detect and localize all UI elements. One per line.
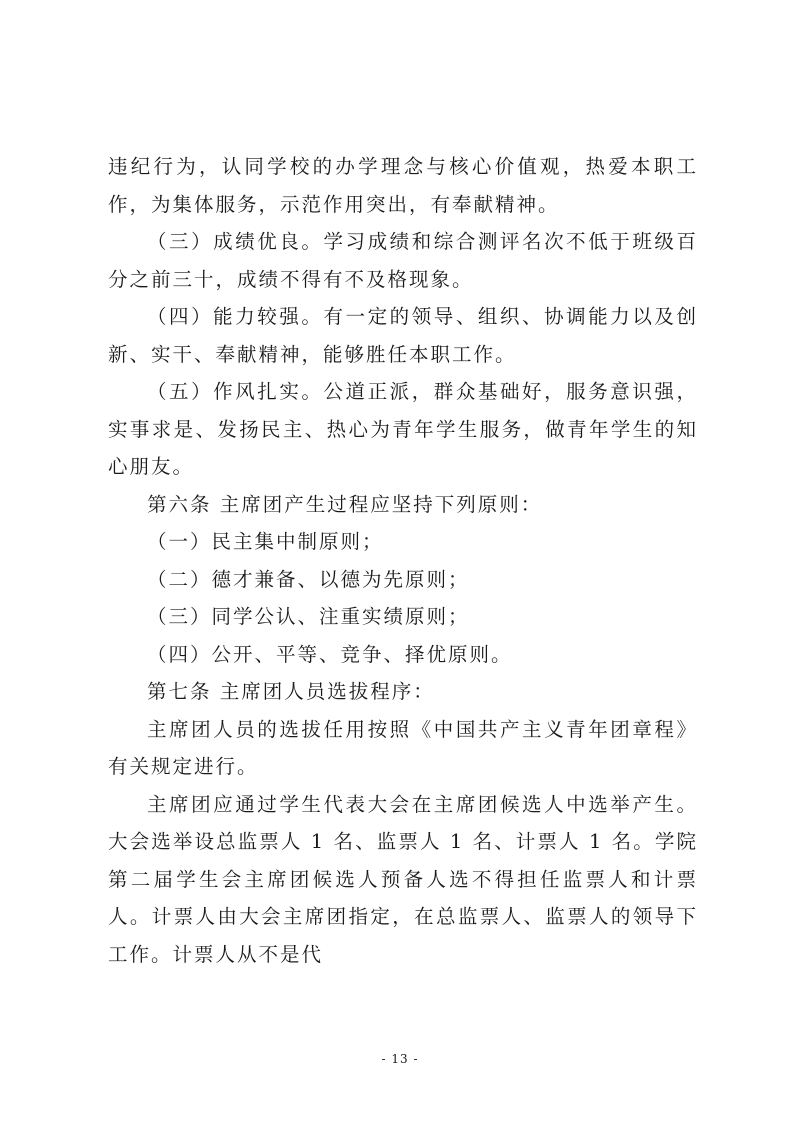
article-6-heading: 第六条 主席团产生过程应坚持下列原则：: [147, 492, 543, 516]
principle-4: （四）公开、平等、竞争、择优原则。: [147, 642, 513, 666]
paragraph-1: 违纪行为，认同学校的办学理念与核心价值观，热爱本职工作，为集体服务，示范作用突出，有奉献精神。: [108, 155, 698, 216]
paragraph-4: （五）作风扎实。公道正派，群众基础好，服务意识强，实事求是、发扬民主、热心为青年学生服务，做青年学生的知心朋友。: [108, 380, 698, 478]
principle-2: （二）德才兼备、以德为先原则；: [147, 567, 470, 591]
paragraph-selection-rules: 主席团人员的选拔任用按照《中国共产主义青年团章程》有关规定进行。: [108, 717, 698, 778]
document-body: [108, 148, 698, 973]
principle-3: （三）同学公认、注重实绩原则；: [147, 605, 470, 628]
page-number: - 13 -: [381, 1052, 419, 1066]
paragraph-election: 主席团应通过学生代表大会在主席团候选人中选举产生。大会选举设总监票人 1 名、监票人 1 名、计票人 1 名。学院第二届学生会主席团候选人预备人选不得担任监票人和计票人。计票人由大会主席团指定，在总监票人、监票人的领导下工作。计票人从不是代: [108, 792, 698, 966]
paragraph-2: （三）成绩优良。学习成绩和综合测评名次不低于班级百分之前三十，成绩不得有不及格现象。: [108, 230, 698, 291]
article-7-heading: 第七条 主席团人员选拔程序：: [147, 680, 435, 703]
paragraph-3: （四）能力较强。有一定的领导、组织、协调能力以及创新、实干、奉献精神，能够胜任本职工作。: [108, 305, 698, 366]
principle-1: （一）民主集中制原则；: [147, 530, 384, 553]
